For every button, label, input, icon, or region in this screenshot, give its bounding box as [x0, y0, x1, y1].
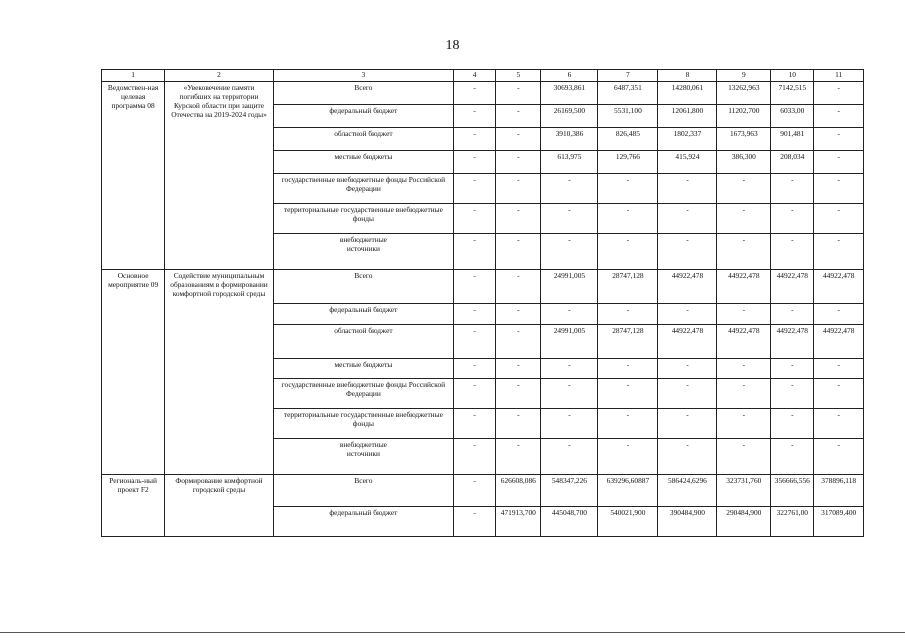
- value-cell: -: [454, 325, 496, 359]
- value-cell: 24991,005: [541, 325, 598, 359]
- value-cell: 12061,800: [658, 105, 717, 128]
- value-cell: -: [658, 234, 717, 270]
- value-cell: -: [717, 234, 771, 270]
- value-cell: -: [541, 234, 598, 270]
- value-cell: 471913,700: [496, 507, 541, 537]
- value-cell: 28747,128: [598, 270, 658, 304]
- funding-source-cell: местные бюджеты: [273, 359, 453, 379]
- value-cell: 30693,861: [541, 82, 598, 105]
- value-cell: -: [814, 359, 864, 379]
- value-cell: -: [496, 304, 541, 325]
- page-number: 18: [445, 38, 460, 53]
- value-cell: 44922,478: [814, 325, 864, 359]
- value-cell: -: [541, 304, 598, 325]
- funding-source-cell: Всего: [273, 82, 453, 105]
- funding-source-cell: областной бюджет: [273, 325, 453, 359]
- funding-source-cell: государственные внебюджетные фонды Российской Федерации: [273, 379, 453, 409]
- value-cell: 28747,128: [598, 325, 658, 359]
- program-name-cell: Формирование комфортной городской среды: [165, 475, 274, 537]
- value-cell: -: [717, 304, 771, 325]
- funding-source-cell: внебюджетные источники: [273, 439, 453, 475]
- value-cell: -: [496, 359, 541, 379]
- value-cell: 390484,900: [658, 507, 717, 537]
- funding-source-cell: Всего: [273, 475, 453, 507]
- value-cell: -: [658, 359, 717, 379]
- value-cell: 1802,337: [658, 128, 717, 151]
- value-cell: -: [454, 151, 496, 174]
- value-cell: -: [658, 439, 717, 475]
- value-cell: -: [496, 409, 541, 439]
- funding-source-cell: территориальные государственные внебюджетные фонды: [273, 409, 453, 439]
- value-cell: -: [814, 174, 864, 204]
- header-cell: 2: [165, 70, 274, 82]
- program-name-cell: «Увековечение памяти погибших на территории Курской области при защите Отечества на 2019-2024 годы»: [165, 82, 274, 270]
- value-cell: -: [496, 234, 541, 270]
- value-cell: 44922,478: [717, 325, 771, 359]
- value-cell: -: [814, 409, 864, 439]
- value-cell: -: [598, 204, 658, 234]
- value-cell: -: [814, 304, 864, 325]
- value-cell: 24991,005: [541, 270, 598, 304]
- value-cell: -: [454, 475, 496, 507]
- value-cell: -: [496, 82, 541, 105]
- header-cell: 3: [273, 70, 453, 82]
- value-cell: 44922,478: [771, 325, 814, 359]
- value-cell: -: [454, 204, 496, 234]
- value-cell: -: [771, 359, 814, 379]
- table-row: [102, 475, 864, 507]
- funding-source-cell: внебюджетные источники: [273, 234, 453, 270]
- value-cell: 44922,478: [658, 270, 717, 304]
- funding-source-cell: территориальные государственные внебюджетные фонды: [273, 204, 453, 234]
- funding-source-cell: областной бюджет: [273, 128, 453, 151]
- value-cell: -: [541, 204, 598, 234]
- header-cell: 6: [541, 70, 598, 82]
- value-cell: -: [454, 174, 496, 204]
- value-cell: -: [496, 270, 541, 304]
- value-cell: -: [814, 379, 864, 409]
- value-cell: -: [496, 151, 541, 174]
- value-cell: 11202,700: [717, 105, 771, 128]
- value-cell: -: [771, 439, 814, 475]
- value-cell: 44922,478: [771, 270, 814, 304]
- value-cell: 6033,00: [771, 105, 814, 128]
- value-cell: -: [454, 82, 496, 105]
- value-cell: -: [598, 304, 658, 325]
- value-cell: 415,924: [658, 151, 717, 174]
- value-cell: -: [717, 409, 771, 439]
- value-cell: -: [717, 379, 771, 409]
- value-cell: -: [454, 379, 496, 409]
- value-cell: -: [541, 379, 598, 409]
- value-cell: 586424,6296: [658, 475, 717, 507]
- value-cell: -: [598, 174, 658, 204]
- value-cell: 6487,351: [598, 82, 658, 105]
- value-cell: -: [771, 174, 814, 204]
- header-cell: 8: [658, 70, 717, 82]
- funding-source-cell: федеральный бюджет: [273, 304, 453, 325]
- program-code-cell: Основное мероприятие 09: [102, 270, 165, 475]
- value-cell: -: [658, 379, 717, 409]
- value-cell: 540021,900: [598, 507, 658, 537]
- value-cell: -: [717, 359, 771, 379]
- value-cell: -: [454, 439, 496, 475]
- value-cell: 901,481: [771, 128, 814, 151]
- value-cell: -: [496, 105, 541, 128]
- value-cell: -: [541, 359, 598, 379]
- value-cell: 44922,478: [658, 325, 717, 359]
- value-cell: 290484,900: [717, 507, 771, 537]
- value-cell: -: [598, 234, 658, 270]
- budget-table: [101, 69, 864, 537]
- value-cell: -: [496, 325, 541, 359]
- value-cell: -: [814, 105, 864, 128]
- value-cell: -: [454, 507, 496, 537]
- value-cell: -: [496, 439, 541, 475]
- value-cell: -: [598, 439, 658, 475]
- value-cell: -: [658, 304, 717, 325]
- program-name-cell: Содействие муниципальным образованиям в формировании комфортной городской среды: [165, 270, 274, 475]
- value-cell: -: [541, 174, 598, 204]
- header-row: [102, 70, 864, 82]
- funding-source-cell: федеральный бюджет: [273, 507, 453, 537]
- value-cell: -: [814, 82, 864, 105]
- value-cell: 208,034: [771, 151, 814, 174]
- value-cell: -: [598, 359, 658, 379]
- program-code-cell: Ведомствен-ная целевая программа 08: [102, 82, 165, 270]
- header-cell: 4: [454, 70, 496, 82]
- value-cell: -: [771, 234, 814, 270]
- value-cell: -: [454, 128, 496, 151]
- value-cell: -: [814, 204, 864, 234]
- value-cell: -: [454, 359, 496, 379]
- funding-source-cell: Всего: [273, 270, 453, 304]
- value-cell: 3910,386: [541, 128, 598, 151]
- value-cell: 129,766: [598, 151, 658, 174]
- value-cell: -: [454, 234, 496, 270]
- value-cell: -: [771, 379, 814, 409]
- value-cell: 44922,478: [814, 270, 864, 304]
- value-cell: -: [454, 105, 496, 128]
- value-cell: 1673,963: [717, 128, 771, 151]
- value-cell: -: [598, 409, 658, 439]
- header-cell: 1: [102, 70, 165, 82]
- value-cell: -: [658, 409, 717, 439]
- value-cell: -: [771, 204, 814, 234]
- value-cell: -: [717, 204, 771, 234]
- value-cell: 445048,700: [541, 507, 598, 537]
- value-cell: -: [496, 379, 541, 409]
- value-cell: 626608,086: [496, 475, 541, 507]
- value-cell: 13262,963: [717, 82, 771, 105]
- value-cell: 7142,515: [771, 82, 814, 105]
- value-cell: 323731,760: [717, 475, 771, 507]
- value-cell: 548347,226: [541, 475, 598, 507]
- value-cell: 5531,100: [598, 105, 658, 128]
- funding-source-cell: федеральный бюджет: [273, 105, 453, 128]
- value-cell: 639296,60887: [598, 475, 658, 507]
- value-cell: 378896,118: [814, 475, 864, 507]
- funding-source-cell: местные бюджеты: [273, 151, 453, 174]
- funding-source-cell: государственные внебюджетные фонды Российской Федерации: [273, 174, 453, 204]
- value-cell: 26169,500: [541, 105, 598, 128]
- value-cell: 356666,556: [771, 475, 814, 507]
- value-cell: -: [717, 174, 771, 204]
- table-row: [102, 270, 864, 304]
- value-cell: -: [771, 409, 814, 439]
- value-cell: -: [541, 439, 598, 475]
- program-code-cell: Региональ-ный проект F2: [102, 475, 165, 537]
- value-cell: 613,975: [541, 151, 598, 174]
- value-cell: -: [454, 304, 496, 325]
- header-cell: 5: [496, 70, 541, 82]
- budget-table-body: [102, 70, 864, 537]
- header-cell: 9: [717, 70, 771, 82]
- header-cell: 10: [771, 70, 814, 82]
- value-cell: -: [717, 439, 771, 475]
- value-cell: 14280,061: [658, 82, 717, 105]
- value-cell: -: [658, 204, 717, 234]
- value-cell: -: [496, 128, 541, 151]
- value-cell: -: [454, 270, 496, 304]
- value-cell: -: [454, 409, 496, 439]
- value-cell: -: [814, 151, 864, 174]
- value-cell: -: [658, 174, 717, 204]
- value-cell: -: [814, 234, 864, 270]
- value-cell: -: [496, 204, 541, 234]
- value-cell: -: [598, 379, 658, 409]
- value-cell: 44922,478: [717, 270, 771, 304]
- value-cell: -: [771, 304, 814, 325]
- value-cell: 322761,00: [771, 507, 814, 537]
- value-cell: -: [541, 409, 598, 439]
- value-cell: 386,300: [717, 151, 771, 174]
- bottom-rule: [0, 632, 905, 633]
- header-cell: 7: [598, 70, 658, 82]
- header-cell: 11: [814, 70, 864, 82]
- value-cell: -: [496, 174, 541, 204]
- value-cell: -: [814, 439, 864, 475]
- table-row: [102, 82, 864, 105]
- value-cell: -: [814, 128, 864, 151]
- value-cell: 826,485: [598, 128, 658, 151]
- value-cell: 317089,400: [814, 507, 864, 537]
